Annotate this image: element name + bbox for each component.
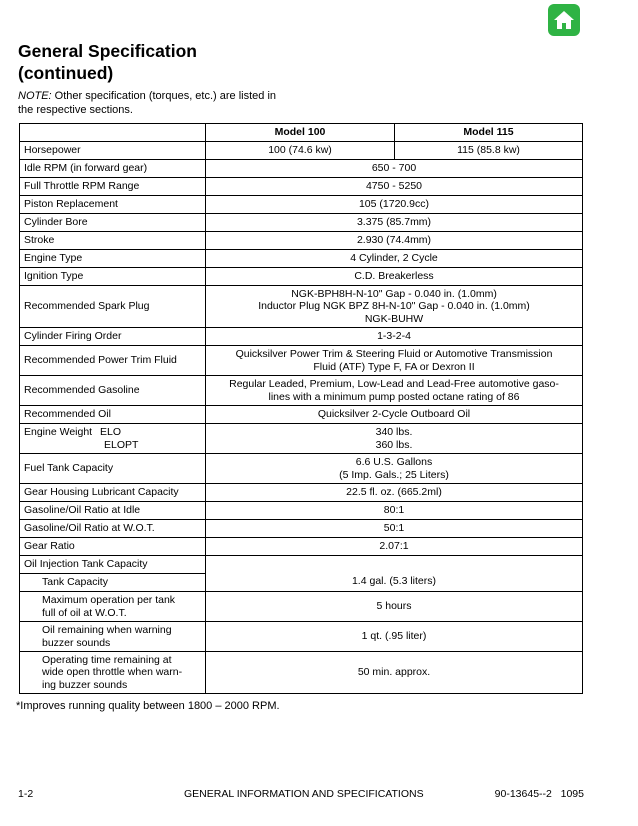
value-line: 6.6 U.S. Gallons xyxy=(355,456,433,468)
title-line-1: General Specification xyxy=(18,41,197,61)
home-icon xyxy=(552,9,576,31)
document-number: 90-13645--2 1095 xyxy=(494,788,584,800)
header-blank xyxy=(20,124,206,142)
table-row xyxy=(20,592,583,622)
value-line: Regular Leaded, Premium, Low-Lead and Lead-Free automotive gaso- xyxy=(229,378,559,390)
row-label xyxy=(20,652,206,694)
weight-sub-elo: ELO xyxy=(100,426,122,438)
title-line-2: (continued) xyxy=(18,63,114,83)
row-label: Engine Type xyxy=(20,250,206,268)
table-row xyxy=(20,250,583,268)
row-value: 3.375 (85.7mm) xyxy=(206,214,583,232)
row-value-empty xyxy=(206,556,583,574)
table-row xyxy=(20,652,583,694)
table-row xyxy=(20,286,583,328)
row-value: 5 hours xyxy=(206,592,583,622)
row-value xyxy=(206,346,583,376)
row-label: Recommended Power Trim Fluid xyxy=(20,346,206,376)
table-header xyxy=(20,124,583,142)
note-line-1: Other specification (torques, etc.) are listed in xyxy=(51,90,277,102)
page-number: 1-2 xyxy=(18,788,34,800)
row-label: Cylinder Bore xyxy=(20,214,206,232)
label-line: wide open throttle when warn- xyxy=(42,666,183,679)
row-label: Stroke xyxy=(20,232,206,250)
table-row xyxy=(20,538,583,556)
row-label: Cylinder Firing Order xyxy=(20,328,206,346)
row-value: Quicksilver 2-Cycle Outboard Oil xyxy=(206,406,583,424)
table-row xyxy=(20,328,583,346)
note-label: NOTE: xyxy=(18,90,52,102)
weight-label: Engine Weight xyxy=(24,426,93,438)
label-line: Maximum operation per tank xyxy=(42,594,176,606)
row-value: 80:1 xyxy=(206,502,583,520)
row-value xyxy=(206,286,583,328)
label-line: buzzer sounds xyxy=(42,636,111,649)
row-value: 1.4 gal. (5.3 liters) xyxy=(206,574,583,592)
row-label: Idle RPM (in forward gear) xyxy=(20,160,206,178)
table-row xyxy=(20,376,583,406)
value-line: 340 lbs. xyxy=(375,426,413,438)
row-label: Tank Capacity xyxy=(20,574,206,592)
row-label: Horsepower xyxy=(20,142,206,160)
row-label: Gear Housing Lubricant Capacity xyxy=(20,484,206,502)
row-label: Recommended Spark Plug xyxy=(20,286,206,328)
table-row xyxy=(20,160,583,178)
row-label: Gear Ratio xyxy=(20,538,206,556)
row-value xyxy=(206,376,583,406)
table-row xyxy=(20,574,583,592)
row-value xyxy=(206,454,583,484)
table-row xyxy=(20,520,583,538)
row-label xyxy=(20,592,206,622)
page-title xyxy=(18,40,418,84)
row-value xyxy=(206,424,583,454)
header-model-115: Model 115 xyxy=(395,124,583,142)
row-value: 22.5 fl. oz. (665.2ml) xyxy=(206,484,583,502)
label-line: Oil remaining when warning xyxy=(42,624,172,636)
row-value: 2.07:1 xyxy=(206,538,583,556)
table-row xyxy=(20,214,583,232)
row-value: 4750 - 5250 xyxy=(206,178,583,196)
note-text xyxy=(18,89,308,117)
row-value: 105 (1720.9cc) xyxy=(206,196,583,214)
row-label xyxy=(20,424,206,454)
row-label: Recommended Gasoline xyxy=(20,376,206,406)
header-model-100: Model 100 xyxy=(206,124,395,142)
value-line: NGK-BUHW xyxy=(364,312,424,325)
table-row xyxy=(20,406,583,424)
value-line: Fluid (ATF) Type F, FA or Dexron II xyxy=(313,360,475,373)
value-line: lines with a minimum pump posted octane rating of 86 xyxy=(268,390,520,403)
row-label: Fuel Tank Capacity xyxy=(20,454,206,484)
table-row xyxy=(20,502,583,520)
table-row xyxy=(20,346,583,376)
table-row xyxy=(20,484,583,502)
note-line-2: the respective sections. xyxy=(18,104,133,116)
label-line: full of oil at W.O.T. xyxy=(42,606,127,619)
table-row xyxy=(20,424,583,454)
row-label: Oil Injection Tank Capacity xyxy=(20,556,206,574)
value-line: Inductor Plug NGK BPZ 8H-N-10" Gap - 0.040 in. (1.0mm) xyxy=(258,300,530,313)
table-row xyxy=(20,232,583,250)
row-label: Piston Replacement xyxy=(20,196,206,214)
section-title: GENERAL INFORMATION AND SPECIFICATIONS xyxy=(184,788,424,800)
table-row xyxy=(20,178,583,196)
table-row xyxy=(20,196,583,214)
table-row xyxy=(20,268,583,286)
row-value: 4 Cylinder, 2 Cycle xyxy=(206,250,583,268)
row-value: 1 qt. (.95 liter) xyxy=(206,622,583,652)
row-label: Gasoline/Oil Ratio at W.O.T. xyxy=(20,520,206,538)
table-row xyxy=(20,454,583,484)
value-line: 360 lbs. xyxy=(375,438,413,451)
row-value: 50 min. approx. xyxy=(206,652,583,694)
row-label xyxy=(20,622,206,652)
value-line: (5 Imp. Gals.; 25 Liters) xyxy=(339,468,449,481)
label-line: Operating time remaining at xyxy=(42,653,172,666)
row-value: 1-3-2-4 xyxy=(206,328,583,346)
row-value: 650 - 700 xyxy=(206,160,583,178)
table-row xyxy=(20,142,583,160)
spec-table xyxy=(19,123,583,694)
row-label: Gasoline/Oil Ratio at Idle xyxy=(20,502,206,520)
row-label: Recommended Oil xyxy=(20,406,206,424)
value-line: NGK-BPH8H-N-10" Gap - 0.040 in. (1.0mm) xyxy=(291,287,497,300)
value-line: Quicksilver Power Trim & Steering Fluid or Automotive Transmission xyxy=(235,348,553,360)
row-label: Full Throttle RPM Range xyxy=(20,178,206,196)
footnote: *Improves running quality between 1800 – 2000 RPM. xyxy=(16,700,280,712)
row-value: C.D. Breakerless xyxy=(206,268,583,286)
row-value: 100 (74.6 kw) xyxy=(206,142,395,160)
table-row xyxy=(20,622,583,652)
row-value: 2.930 (74.4mm) xyxy=(206,232,583,250)
home-button[interactable] xyxy=(548,4,580,36)
row-value: 50:1 xyxy=(206,520,583,538)
table-row xyxy=(20,556,583,574)
label-line: ing buzzer sounds xyxy=(42,678,128,691)
weight-sub-elopt: ELOPT xyxy=(104,438,139,451)
row-value: 115 (85.8 kw) xyxy=(395,142,583,160)
row-label: Ignition Type xyxy=(20,268,206,286)
